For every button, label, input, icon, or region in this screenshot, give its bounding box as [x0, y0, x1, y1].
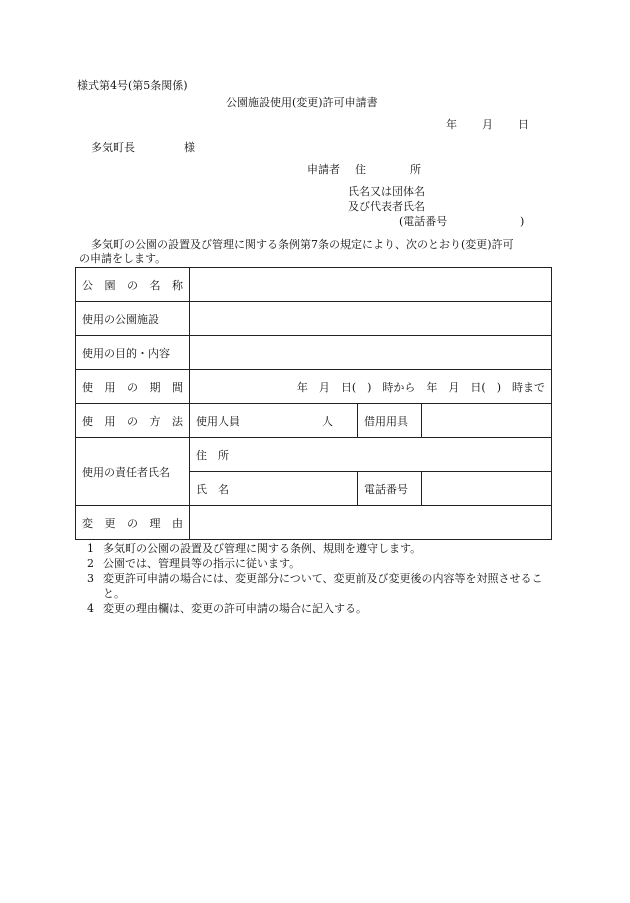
responsible-address-label: 住 所	[196, 448, 229, 462]
date-day-label: 日	[518, 118, 529, 131]
applicant-address-label: 住 所	[355, 163, 421, 176]
label-text: 使用の公園施設	[82, 312, 159, 326]
note-number: 1	[87, 542, 94, 555]
purpose-field[interactable]	[190, 336, 552, 370]
note-text: 公園では、管理員等の指示に従います。	[103, 557, 301, 570]
reason-field[interactable]	[190, 506, 552, 540]
users-field-content	[196, 413, 351, 429]
period-label	[76, 370, 190, 404]
applicant-phone-close: )	[520, 215, 525, 228]
note-item	[87, 601, 557, 616]
applicant-phone-label: (電話番号	[399, 215, 448, 228]
users-field[interactable]	[190, 404, 358, 438]
table-row	[76, 404, 552, 438]
note-item	[87, 541, 557, 556]
table-row	[76, 438, 552, 472]
label-text: 使 用 の 方 法	[82, 414, 183, 428]
table-row	[76, 506, 552, 540]
label-text: 使 用 の 期 間	[82, 380, 183, 394]
label-text: 変 更 の 理 由	[82, 516, 183, 530]
intro-text-line1: 多気町の公園の設置及び管理に関する条例第7条の規定により、次のとおり(変更)許可	[91, 238, 514, 251]
date-year-label: 年	[446, 118, 457, 131]
table-row	[76, 336, 552, 370]
note-item	[87, 556, 557, 571]
equipment-field[interactable]	[422, 404, 552, 438]
responsible-address-field[interactable]	[190, 438, 552, 472]
responsible-phone-label: 電話番号	[358, 472, 422, 506]
label-text: 使用の目的・内容	[82, 346, 170, 360]
facility-field[interactable]	[190, 302, 552, 336]
purpose-label	[76, 336, 190, 370]
label-text: 使用の責任者氏名	[82, 465, 170, 479]
facility-label	[76, 302, 190, 336]
park-name-field[interactable]	[190, 268, 552, 302]
applicant-representative-label: 及び代表者氏名	[348, 200, 425, 213]
reason-label	[76, 506, 190, 540]
application-table	[75, 267, 552, 540]
table-row	[76, 302, 552, 336]
form-title: 公園施設使用(変更)許可申請書	[226, 96, 378, 109]
note-text: 多気町の公園の設置及び管理に関する条例、規則を遵守します。	[103, 542, 422, 555]
note-text: 変更の理由欄は、変更の許可申請の場合に記入する。	[103, 602, 367, 615]
equipment-label: 借用用具	[358, 404, 422, 438]
users-label: 使用人員	[196, 414, 240, 428]
date-month-label: 月	[482, 118, 493, 131]
responsible-name-label: 氏 名	[196, 482, 229, 496]
note-item	[87, 571, 557, 601]
responsible-name-field[interactable]	[190, 472, 358, 506]
note-number: 2	[87, 557, 94, 570]
park-name-label	[76, 268, 190, 302]
table-row	[76, 370, 552, 404]
addressee-honorific: 様	[184, 141, 195, 154]
period-field[interactable]: 年 月 日( ) 時から 年 月 日( ) 時まで	[190, 370, 552, 404]
note-number: 4	[87, 602, 94, 615]
form-number: 様式第4号(第5条関係)	[77, 79, 188, 92]
users-unit: 人	[322, 414, 333, 428]
applicant-label: 申請者	[307, 163, 340, 176]
addressee-name: 多気町長	[91, 141, 135, 154]
notes-list	[87, 541, 557, 616]
method-label	[76, 404, 190, 438]
applicant-name-label: 氏名又は団体名	[348, 185, 425, 198]
park-name-label-text: 公 園 の 名 称	[82, 278, 183, 292]
table-row	[76, 268, 552, 302]
note-text: 変更許可申請の場合には、変更部分について、変更前及び変更後の内容等を対照させること。	[103, 572, 543, 600]
responsible-label	[76, 438, 190, 506]
responsible-phone-field[interactable]	[422, 472, 552, 506]
note-number: 3	[87, 572, 94, 585]
intro-text-line2: の申請をします。	[79, 252, 167, 265]
